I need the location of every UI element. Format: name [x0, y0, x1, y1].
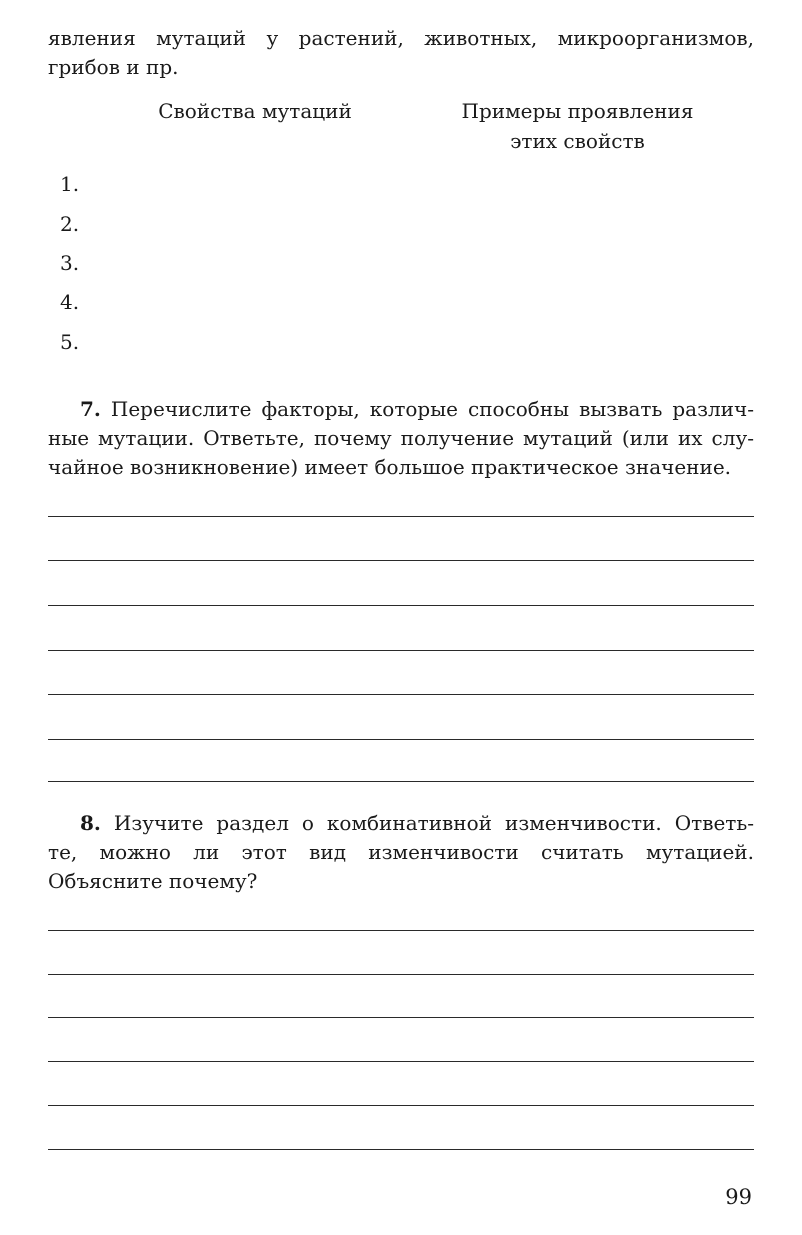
page-number: 99: [725, 1185, 752, 1209]
intro-paragraph: [48, 24, 754, 82]
task-7-line-2: ные мутации. Ответьте, почему получение мутаций (или их слу-: [48, 426, 754, 450]
intro-line-1: явления мутаций у растений, животных, микроорганизмов,: [48, 26, 754, 50]
col1-header: Свойства мутаций: [158, 99, 352, 123]
list-item: 4.: [60, 290, 80, 314]
list-item: 5.: [60, 330, 80, 354]
col2-header-line-2: этих свойств: [510, 129, 645, 153]
col2-header-line-1: Примеры проявления: [461, 99, 694, 123]
task-8-line-1-text: Изучите раздел о комбинативной изменчивости. Ответь-: [100, 811, 754, 835]
task-7-paragraph: [48, 395, 754, 482]
answer-line[interactable]: [48, 560, 754, 561]
task-7-line-3: чайное возникновение) имеет большое практическое значение.: [48, 455, 732, 479]
list-item: 1.: [60, 172, 80, 196]
task-8-paragraph: [48, 809, 754, 896]
task-8-line-3: Объясните почему?: [48, 869, 258, 893]
task-7-number: 7.: [80, 397, 101, 421]
answer-line[interactable]: [48, 516, 754, 517]
list-item: 2.: [60, 212, 80, 236]
answer-line[interactable]: [48, 1061, 754, 1062]
answer-line[interactable]: [48, 694, 754, 695]
task-8-line-2: те, можно ли этот вид изменчивости считать мутацией.: [48, 840, 754, 864]
task-8-line-1: [48, 809, 754, 838]
task-8-number: 8.: [80, 811, 101, 835]
answer-line[interactable]: [48, 739, 754, 740]
task-7-line-1: [48, 395, 754, 424]
answer-line[interactable]: [48, 974, 754, 975]
answer-line[interactable]: [48, 1017, 754, 1018]
answer-line[interactable]: [48, 1105, 754, 1106]
answer-line[interactable]: [48, 1149, 754, 1150]
intro-line-2: грибов и пр.: [48, 55, 179, 79]
answer-line[interactable]: [48, 781, 754, 782]
answer-line[interactable]: [48, 650, 754, 651]
list-item: 3.: [60, 251, 80, 275]
col2-header: [440, 96, 715, 156]
answer-line[interactable]: [48, 605, 754, 606]
task-7-line-1-text: Перечислите факторы, которые способны вызвать различ-: [100, 397, 754, 421]
answer-line[interactable]: [48, 930, 754, 931]
